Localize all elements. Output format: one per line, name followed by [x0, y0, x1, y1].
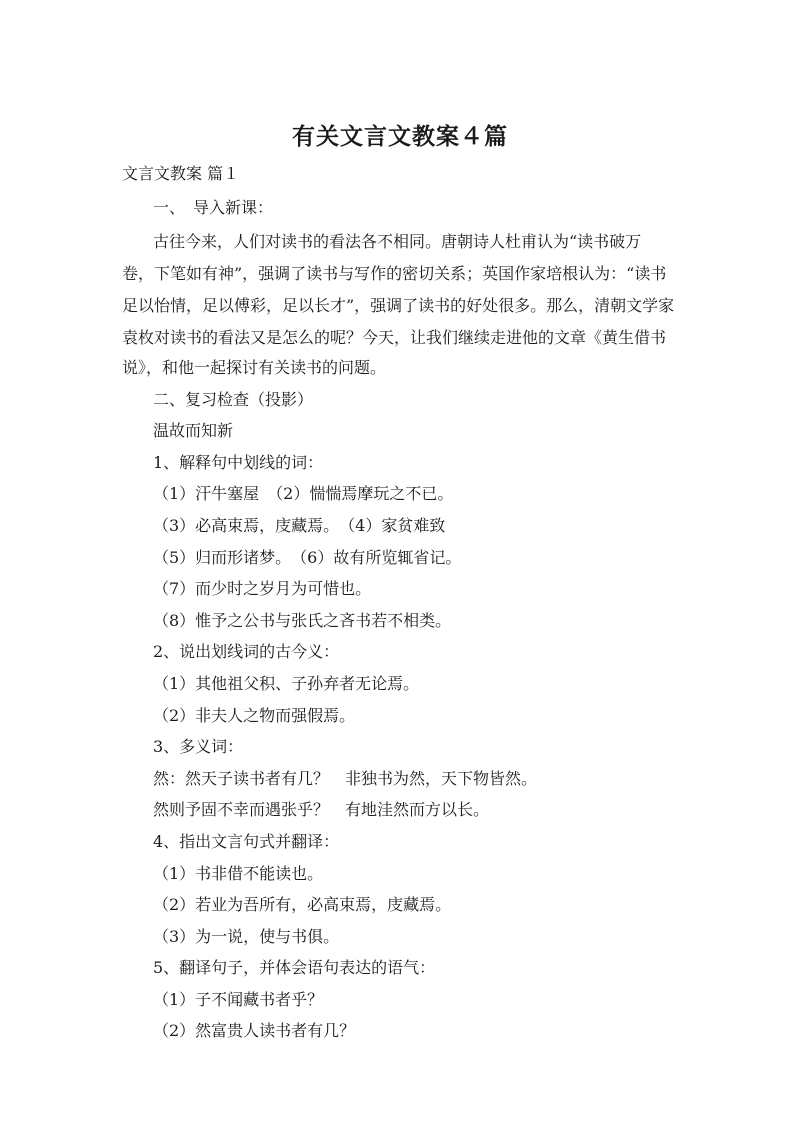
paragraph-line: 足以怡情，足以傅彩，足以长才”，强调了读书的好处很多。那么，清朝文学家 [122, 296, 675, 315]
section-heading-intro: 一、 导入新课： [153, 198, 274, 217]
list-item: （3）必高束焉，庋藏焉。 （4）家贫难致 [153, 516, 446, 535]
list-item: （1）汗牛塞屋 （2）惴惴焉摩玩之不已。 [153, 484, 454, 503]
document-subtitle: 文言文教案 篇１ [122, 164, 240, 183]
document-title: 有关文言文教案４篇 [292, 124, 508, 150]
list-item: （7）而少时之岁月为可惜也。 [153, 579, 372, 598]
section-heading-review: 二、复习检查（投影） [153, 390, 314, 409]
item-heading: 2、说出划线词的古今义： [153, 642, 340, 661]
item-heading: 3、多义词： [153, 737, 244, 756]
item-heading: 4、指出文言句式并翻译： [153, 832, 340, 851]
list-item: （5）归而形诸梦。 （6）故有所览辄省记。 [153, 548, 462, 567]
list-item: 然则予固不幸而遇张乎？ 有地洼然而方以长。 [153, 800, 490, 819]
list-item: （1）书非借不能读也。 [153, 864, 324, 883]
list-item: （2）然富贵人读书者有几？ [153, 1021, 356, 1040]
item-heading: 5、翻译句子，并体会语句表达的语气： [153, 958, 436, 977]
list-item: 然：然天子读书者有几？ 非独书为然，天下物皆然。 [153, 769, 538, 788]
list-item: （8）惟予之公书与张氏之吝书若不相类。 [153, 611, 452, 630]
paragraph-line: 古往今来，人们对读书的看法各不相同。唐朝诗人杜甫认为“读书破万 [153, 232, 642, 251]
list-item: （1）其他祖父积、子孙弃者无论焉。 [153, 674, 420, 693]
list-item: （2）若业为吾所有，必高束焉，庋藏焉。 [153, 895, 452, 914]
paragraph-line: 卷，下笔如有神”，强调了读书与写作的密切关系；英国作家培根认为：“读书 [122, 264, 667, 283]
list-item: （1）子不闻藏书者乎？ [153, 990, 324, 1009]
list-item: （3）为一说，使与书俱。 [153, 927, 340, 946]
review-heading: 温故而知新 [153, 421, 234, 440]
item-heading: 1、解释句中划线的词： [153, 453, 324, 472]
paragraph-line: 说》，和他一起探讨有关读书的问题。 [122, 358, 387, 377]
list-item: （2）非夫人之物而强假焉。 [153, 706, 356, 725]
paragraph-line: 袁枚对读书的看法又是怎么的呢？今天，让我们继续走进他的文章《黄生借书 [122, 328, 667, 347]
